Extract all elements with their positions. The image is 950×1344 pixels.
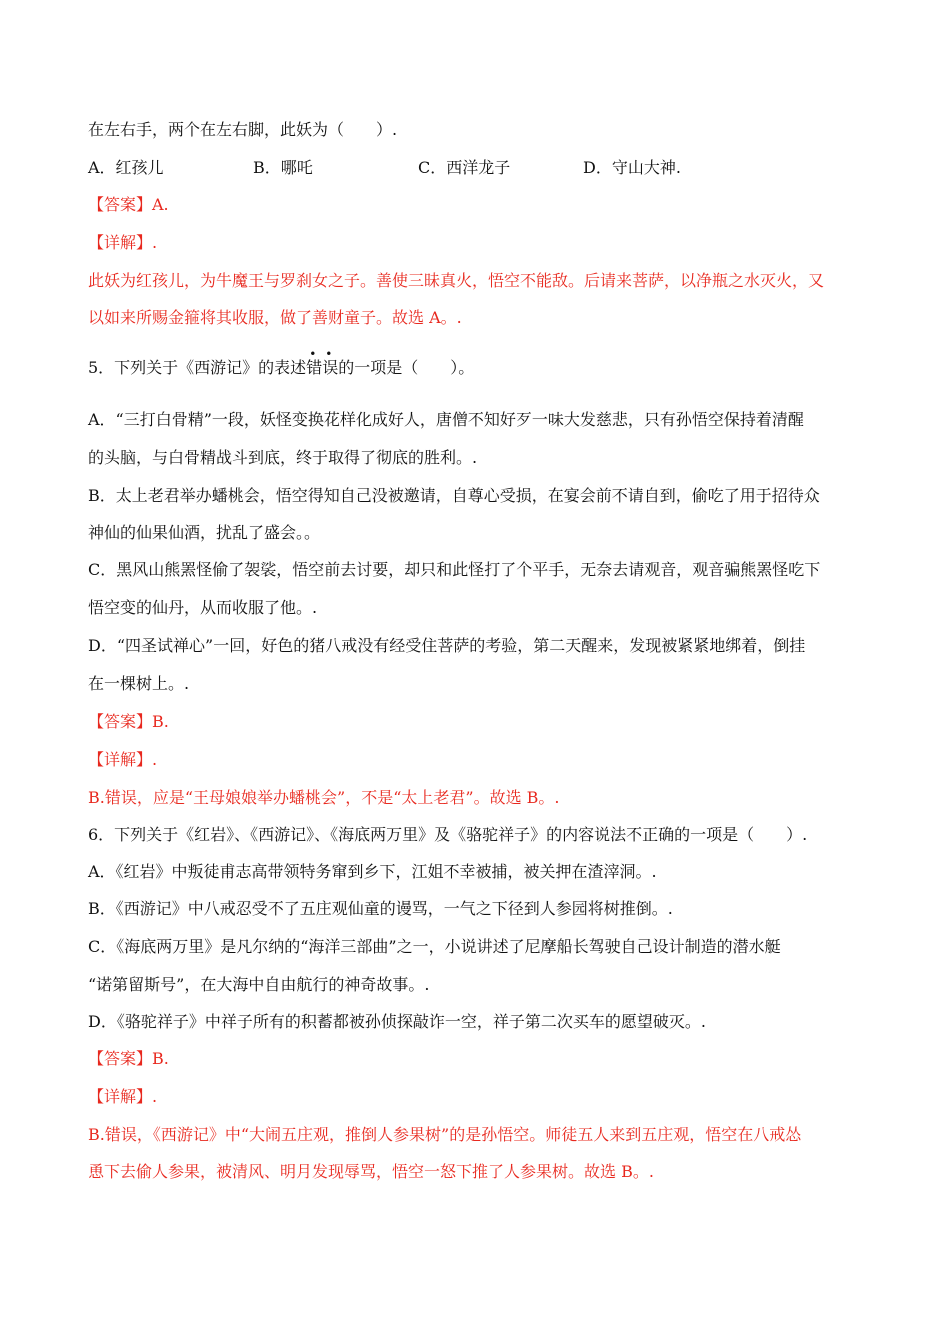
q5-stem [88,347,475,378]
q6-option-c-line-2: “诺第留斯号”，在大海中自由航行的神奇故事。. [88,975,430,994]
q4-stem: 在左右手，两个在左右脚，此妖为（ ）. [88,120,398,139]
q5-stem-before: 5．下列关于《西游记》的表述 [88,358,307,377]
emphasis-dot-icon: • [325,347,333,361]
emphasis-dot-icon: • [309,347,317,361]
q6-option-d: D．《骆驼祥子》中祥子所有的积蓄都被孙侦探敲诈一空，祥子第二次买车的愿望破灭。. [88,1012,706,1031]
q5-stem-after: 的一项是（ ）。 [338,358,475,377]
q5-option-b-line-1: B．太上老君举办蟠桃会，悟空得知自己没被邀请，自尊心受损，在宴会前不请自到，偷吃了用于招待众 [88,486,820,505]
q5-option-d-line-2: 在一棵树上。. [88,674,190,693]
q5-option-b-line-2: 神仙的仙果仙酒，扰乱了盛会。。 [88,523,321,542]
q6-explanation-line-2: 恿下去偷人参果，被清风、明月发现辱骂，悟空一怒下推了人参果树。故选 B。. [88,1162,654,1181]
q4-detail-label: 【详解】. [88,233,158,252]
q5-answer: 【答案】B. [88,712,169,731]
q5-option-a-line-2: 的头脑，与白骨精战斗到底，终于取得了彻底的胜利。. [88,448,478,467]
q5-stem-emphasis: • • 错误 [306,347,339,377]
q5-option-d-line-1: D．“四圣试禅心”一回，好色的猪八戒没有经受住菩萨的考验，第二天醒来，发现被紧紧地绑着，倒挂 [88,636,806,655]
q5-option-c-line-2: 悟空变的仙丹，从而收服了他。. [88,598,318,617]
q5-option-a-line-1: A．“三打白骨精”一段，妖怪变换花样化成好人，唐僧不知好歹一味大发慈悲，只有孙悟空保持着清醒 [88,410,804,429]
q4-option-d: D．守山大神. [583,158,681,177]
q6-explanation-line-1: B.错误，《西游记》中“大闹五庄观，推倒人参果树”的是孙悟空。师徒五人来到五庄观，悟空在八戒怂 [88,1125,802,1144]
q4-explanation-line-2: 以如来所赐金箍将其收服，做了善财童子。故选 A。. [88,308,462,327]
q6-option-b: B．《西游记》中八戒忍受不了五庄观仙童的谩骂，一气之下径到人参园将树推倒。. [88,899,673,918]
q4-option-a: A．红孩儿 [88,158,164,177]
q6-detail-label: 【详解】. [88,1087,158,1106]
q4-option-c: C．西洋龙子 [418,158,511,177]
q6-stem: 6．下列关于《红岩》、《西游记》、《海底两万里》及《骆驼祥子》的内容说法不正确的一项是（ ）. [88,825,808,844]
q5-explanation: B.错误，应是“王母娘娘举办蟠桃会”，不是“太上老君”。故选 B。. [88,788,560,807]
q5-detail-label: 【详解】. [88,750,158,769]
q6-option-c-line-1: C．《海底两万里》是凡尔纳的“海洋三部曲”之一，小说讲述了尼摩船长驾驶自己设计制造的潜水艇 [88,937,781,956]
q4-answer: 【答案】A. [88,195,169,214]
q6-option-a: A．《红岩》中叛徒甫志高带领特务窜到乡下，江姐不幸被捕，被关押在渣滓洞。. [88,862,657,881]
q6-answer: 【答案】B. [88,1049,169,1068]
q4-option-b: B．哪吒 [253,158,313,177]
q5-option-c-line-1: C．黑风山熊罴怪偷了袈裟，悟空前去讨要，却只和此怪打了个平手，无奈去请观音，观音骗熊罴怪吃下 [88,560,821,579]
q4-explanation-line-1: 此妖为红孩儿，为牛魔王与罗刹女之子。善使三昧真火，悟空不能敌。后请来菩萨，以净瓶之水灭火，又 [88,271,825,290]
